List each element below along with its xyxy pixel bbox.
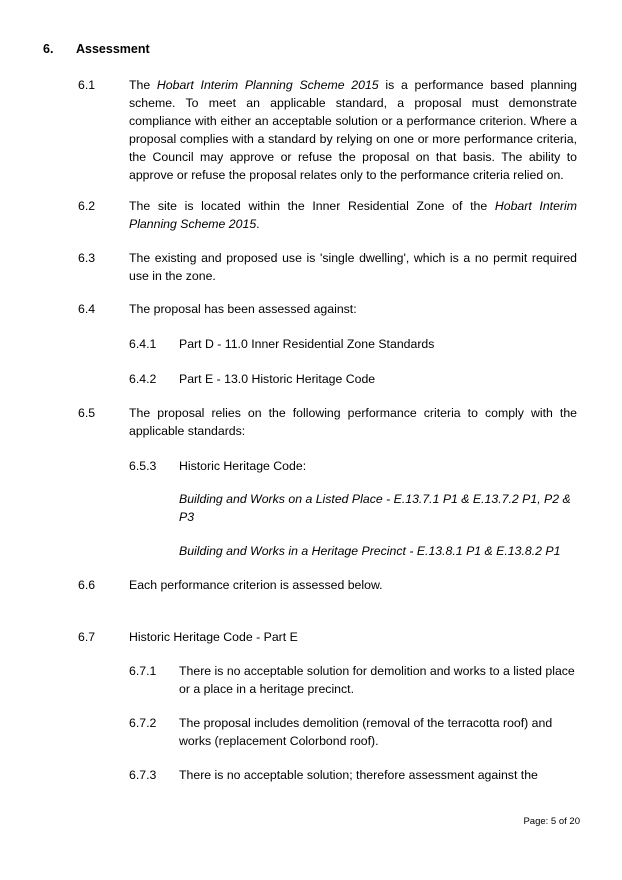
criteria-heritage-precinct: Building and Works in a Heritage Precinct - E.13.8.1 P1 & E.13.8.2 P1 (179, 544, 561, 558)
para-number-6-3: 6.3 (78, 251, 96, 265)
item-6-7-1: There is no acceptable solution for demolition and works to a listed place or a place in a heritage precinct. (179, 664, 575, 696)
item-number-6-7-1: 6.7.1 (129, 664, 157, 678)
paragraph-6-5: The proposal relies on the following performance criteria to comply with the applicable standards: (129, 406, 577, 438)
para-number-6-2: 6.2 (78, 199, 96, 213)
para-number-6-5: 6.5 (78, 406, 96, 420)
item-number-6-5-3: 6.5.3 (129, 459, 157, 473)
paragraph-6-1-text-end: is a performance based planning scheme. To meet an applicable standard, a proposal must demonstrate compliance with either an acceptable solution or a performance criterion. Where a proposal complies with a standard by relying on one or more performance criteria, the Council may approve or refuse the proposal on that basis. The ability to approve or refuse the proposal relates only to the performance criteria relied on. (129, 78, 578, 182)
para-number-6-4: 6.4 (78, 302, 96, 316)
scheme-name: Hobart Interim Planning Scheme 2015 (129, 199, 577, 231)
item-6-4-2: Part E - 13.0 Historic Heritage Code (179, 372, 376, 386)
paragraph-6-6: Each performance criterion is assessed below. (129, 578, 383, 592)
item-number-6-7-3: 6.7.3 (129, 768, 157, 782)
para-number-6-1: 6.1 (78, 78, 96, 92)
paragraph-6-2-text-end: . (256, 217, 260, 231)
paragraph-6-3: The existing and proposed use is 'single dwelling', which is a no permit required use in the zone. (129, 251, 577, 283)
paragraph-6-7: Historic Heritage Code - Part E (129, 630, 298, 644)
para-number-6-7: 6.7 (78, 630, 96, 644)
paragraph-6-4: The proposal has been assessed against: (129, 302, 357, 316)
paragraph-6-2 (129, 197, 577, 233)
scheme-name: Hobart Interim Planning Scheme 2015 (156, 78, 379, 92)
item-6-7-2: The proposal includes demolition (removal of the terracotta roof) and works (replacement Colorbond roof). (179, 716, 553, 748)
section-number: 6. (43, 42, 54, 56)
item-number-6-4-2: 6.4.2 (129, 372, 157, 386)
para-number-6-6: 6.6 (78, 578, 96, 592)
item-6-7-3: There is no acceptable solution; therefore assessment against the (179, 768, 538, 782)
item-number-6-7-2: 6.7.2 (129, 716, 157, 730)
paragraph-6-1-text-start: The (129, 78, 157, 92)
item-6-5-3: Historic Heritage Code: (179, 459, 307, 473)
criteria-listed-place: Building and Works on a Listed Place - E.13.7.1 P1 & E.13.7.2 P1, P2 & P3 (179, 492, 571, 524)
page-number: Page: 5 of 20 (523, 816, 580, 827)
section-title: Assessment (76, 42, 150, 56)
paragraph-6-2-text-start: The site is located within the Inner Residential Zone of the (129, 199, 495, 213)
item-6-4-1: Part D - 11.0 Inner Residential Zone Standards (179, 337, 435, 351)
paragraph-6-1 (129, 76, 577, 184)
item-number-6-4-1: 6.4.1 (129, 337, 157, 351)
